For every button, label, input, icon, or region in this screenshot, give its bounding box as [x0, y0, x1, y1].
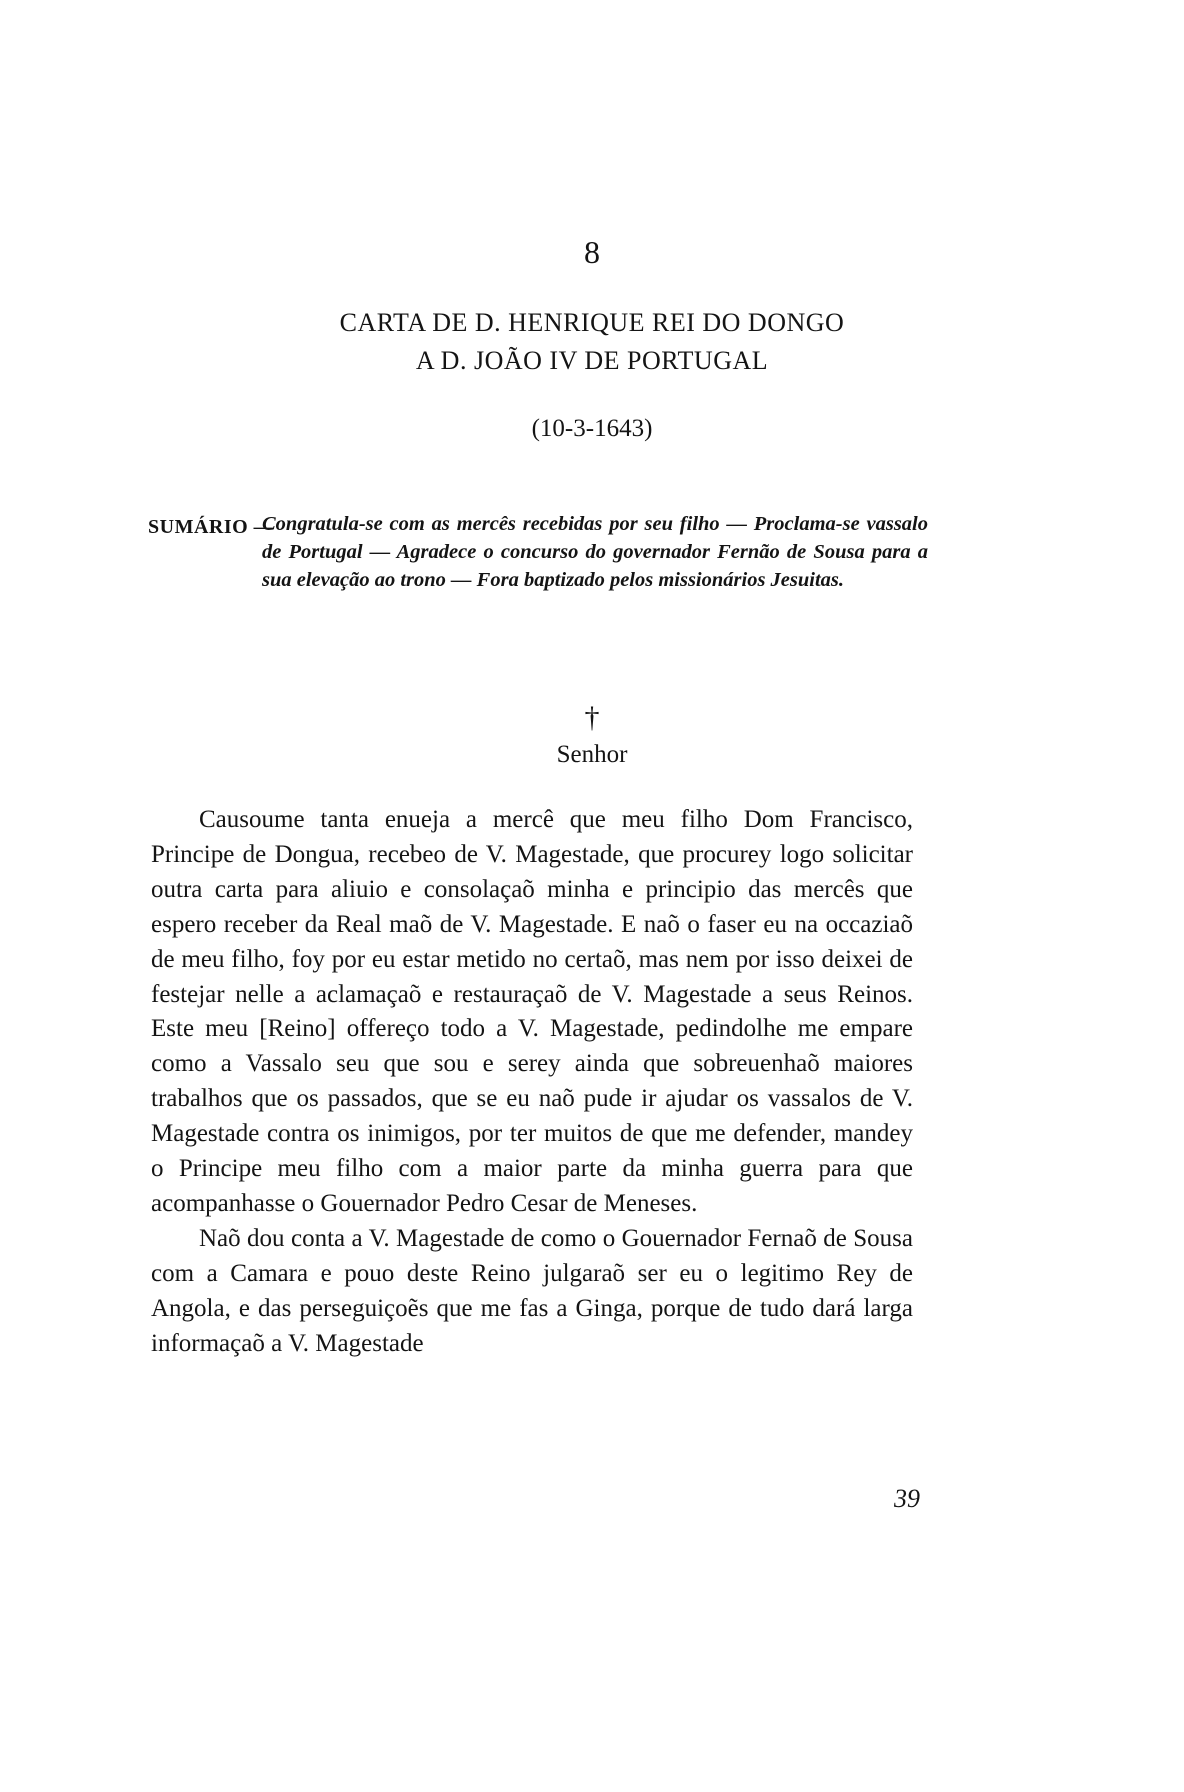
- salutation: Senhor: [556, 741, 628, 768]
- document-date: (10-3-1643): [531, 415, 653, 442]
- summary-label: SUMÁRIO —: [148, 516, 275, 538]
- letter-body: [151, 803, 913, 1362]
- summary-text-block: [262, 510, 928, 594]
- body-paragraph-1: Causoume tanta enueja a mercê que meu filho Dom Francisco, Principe de Dongua, recebeo de V. Magestade, que procurey logo solicitar outra carta para aliuio e consolaçaõ minha e principio das mercês que espero receber da Real maõ de V. Magestade. E naõ o faser eu na occaziaõ de meu filho, foy por eu estar metido no certaõ, mas nem por isso deixei de festejar nelle a aclamaçaõ e restauraçaõ de V. Magestade a seus Reinos. Este meu [Reino] offereço todo a V. Magestade, pedindolhe me empare como a Vassalo seu que sou e serey ainda que sobreuenhaõ maiores trabalhos que os passados, que se eu naõ pude ir ajudar os vassalos de V. Magestade contra os inimigos, por ter muitos de que me defender, mandey o Principe meu filho com a maior parte da minha guerra para que acompanhasse o Gouernador Pedro Cesar de Meneses.: [151, 806, 913, 1217]
- document-title-line-2: A D. JOÃO IV DE PORTUGAL: [415, 346, 769, 375]
- document-number: 8: [584, 234, 600, 270]
- summary-text: Congratula-se com as mercês recebidas por seu filho — Proclama-se vassalo de Portugal — Agradece o concurso do governador Fernão de Sousa para a sua elevação ao trono — Fora baptizado pelos missionários Jesuitas.: [262, 513, 928, 591]
- body-paragraph-2: Naõ dou conta a V. Magestade de como o Gouernador Fernaõ de Sousa com a Camara e pouo deste Reino julgaraõ ser eu o legitimo Rey de Angola, e das perseguiçoẽs que me fas a Ginga, porque de tudo dará larga informaçaõ a V. Magestade: [151, 1224, 913, 1357]
- page-number: 39: [894, 1484, 920, 1513]
- document-title-line-1: CARTA DE D. HENRIQUE REI DO DONGO: [339, 308, 845, 337]
- cross-symbol: †: [584, 701, 600, 734]
